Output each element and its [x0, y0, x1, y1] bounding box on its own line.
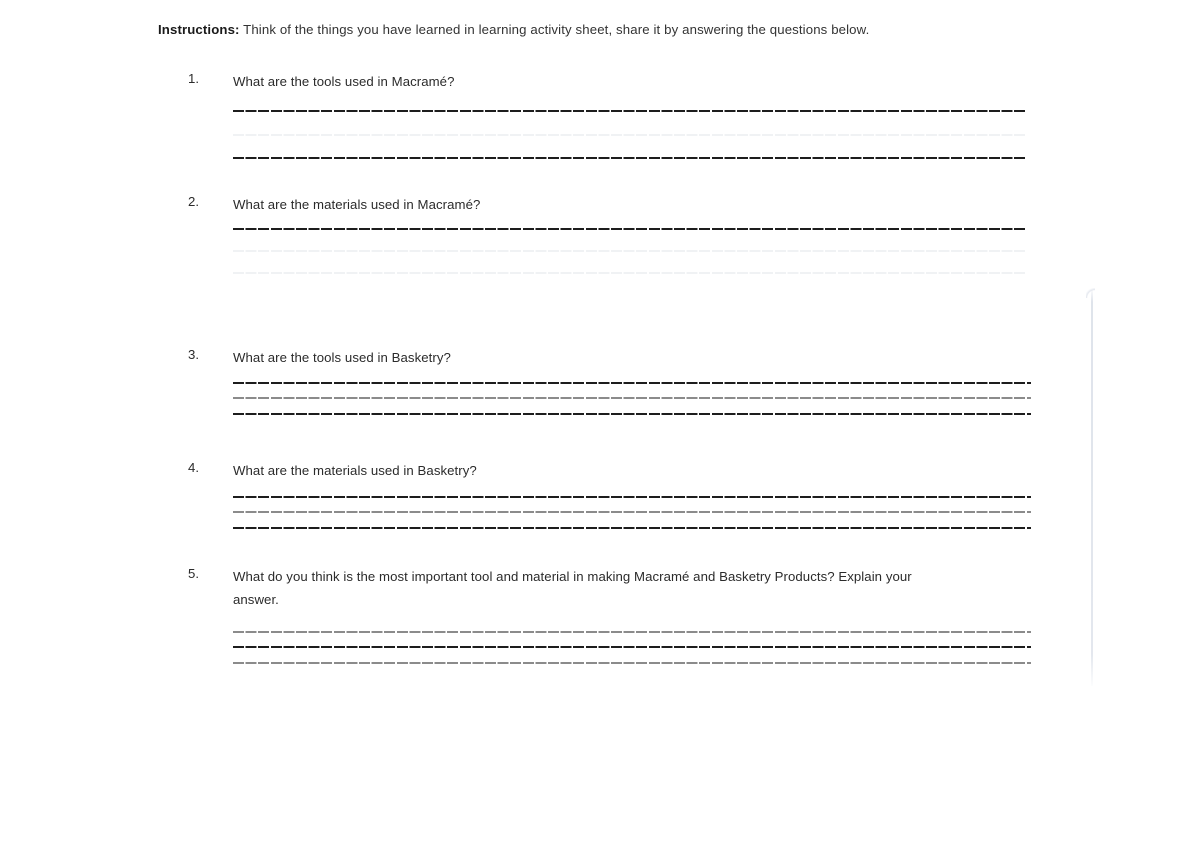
instructions-line [158, 21, 1058, 39]
question-number: 5. [188, 566, 199, 581]
answer-line[interactable] [233, 228, 1026, 230]
answer-line[interactable] [233, 496, 1031, 498]
instructions-label: Instructions: [158, 22, 240, 37]
question-text: What do you think is the most important tool and material in making Macramé and Basketry Products? Explain your answer. [233, 569, 912, 607]
question-text: What are the materials used in Macramé? [233, 197, 481, 212]
answer-line[interactable] [233, 511, 1031, 513]
question-text: What are the materials used in Basketry? [233, 463, 477, 478]
answer-line[interactable] [233, 646, 1031, 648]
answer-line[interactable] [233, 134, 1026, 136]
answer-line[interactable] [233, 527, 1031, 529]
question-text: What are the tools used in Macramé? [233, 74, 455, 89]
answer-line[interactable] [233, 397, 1031, 399]
page-edge-line [1091, 290, 1093, 686]
answer-line[interactable] [233, 250, 1026, 252]
answer-line[interactable] [233, 157, 1026, 159]
question-number: 3. [188, 347, 199, 362]
instructions-text: Think of the things you have learned in learning activity sheet, share it by answering the questions below. [239, 22, 870, 37]
answer-line[interactable] [233, 631, 1031, 633]
answer-line[interactable] [233, 413, 1031, 415]
answer-line[interactable] [233, 382, 1031, 384]
question-number: 4. [188, 460, 199, 475]
answer-line[interactable] [233, 662, 1031, 664]
page-corner-curl [1086, 288, 1095, 298]
answer-line[interactable] [233, 110, 1026, 112]
answer-line[interactable] [233, 272, 1026, 274]
question-text: What are the tools used in Basketry? [233, 350, 451, 365]
question-number: 1. [188, 71, 199, 86]
question-number: 2. [188, 194, 199, 209]
